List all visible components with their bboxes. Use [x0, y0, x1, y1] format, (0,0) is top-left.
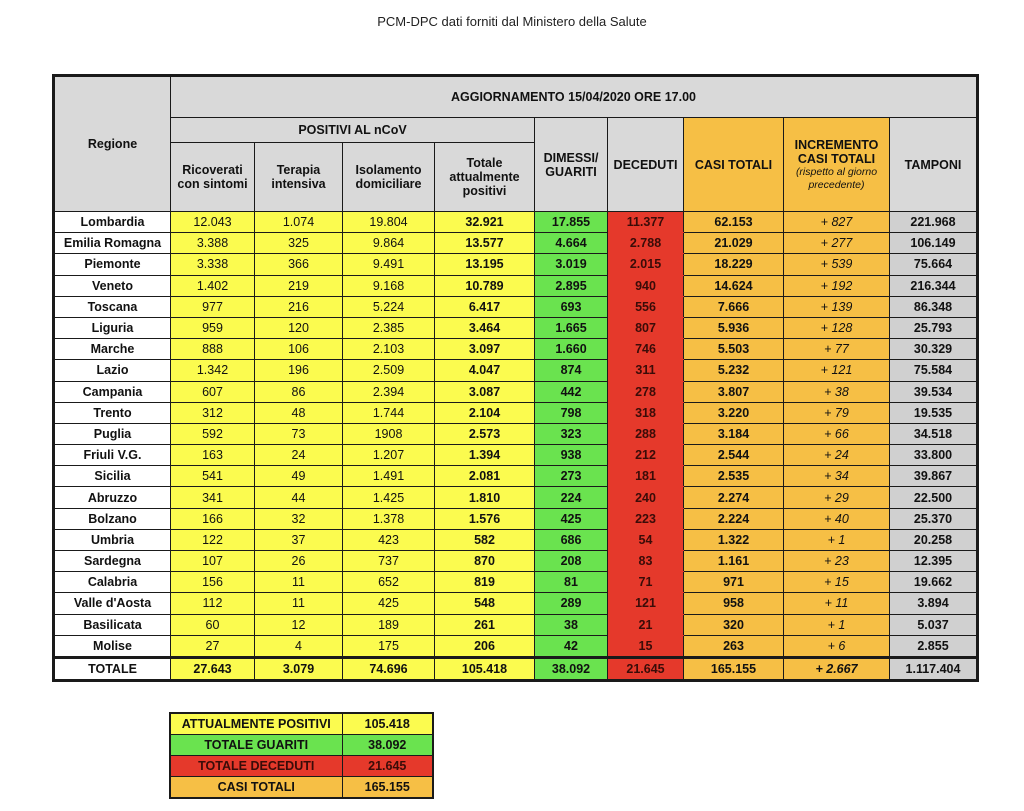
cell-tamponi: 34.518 — [890, 423, 978, 444]
cell-isolamento: 175 — [343, 635, 435, 657]
cell-terapia: 196 — [255, 360, 343, 381]
cell-totale-positivi: 819 — [435, 572, 535, 593]
table-row — [54, 529, 978, 550]
cell-deceduti: 21 — [608, 614, 684, 635]
cell-regione: Campania — [54, 381, 171, 402]
cell-dimessi: 17.855 — [535, 212, 608, 233]
header-deceduti: DECEDUTI — [608, 118, 684, 212]
summary-body — [170, 713, 433, 798]
cell-totale-positivi: 105.418 — [435, 657, 535, 680]
cell-incremento: + 1 — [784, 614, 890, 635]
cell-deceduti: 556 — [608, 296, 684, 317]
cell-totale-positivi: 1.394 — [435, 445, 535, 466]
summary-label: TOTALE DECEDUTI — [170, 756, 342, 777]
header-incremento-label: INCREMENTO CASI TOTALI — [794, 137, 879, 166]
table-row — [54, 402, 978, 423]
cell-tamponi: 12.395 — [890, 551, 978, 572]
cell-isolamento: 2.509 — [343, 360, 435, 381]
cell-regione: Friuli V.G. — [54, 445, 171, 466]
cell-regione: Marche — [54, 339, 171, 360]
cell-tamponi: 221.968 — [890, 212, 978, 233]
cell-totale-positivi: 2.081 — [435, 466, 535, 487]
header-dimessi: DIMESSI/ GUARITI — [535, 118, 608, 212]
table-row — [54, 487, 978, 508]
cell-regione: Molise — [54, 635, 171, 657]
cell-deceduti: 212 — [608, 445, 684, 466]
cell-incremento: + 15 — [784, 572, 890, 593]
cell-dimessi: 1.665 — [535, 317, 608, 338]
cell-casi-totali: 958 — [684, 593, 784, 614]
cell-terapia: 4 — [255, 635, 343, 657]
cell-ricoverati: 166 — [171, 508, 255, 529]
cell-dimessi: 42 — [535, 635, 608, 657]
cell-casi-totali: 165.155 — [684, 657, 784, 680]
cell-dimessi: 273 — [535, 466, 608, 487]
cell-casi-totali: 3.184 — [684, 423, 784, 444]
header-incremento — [784, 118, 890, 212]
cell-tamponi: 33.800 — [890, 445, 978, 466]
cell-totale-positivi: 206 — [435, 635, 535, 657]
cell-totale-positivi: 2.104 — [435, 402, 535, 423]
cell-regione: Basilicata — [54, 614, 171, 635]
cell-dimessi: 874 — [535, 360, 608, 381]
cell-regione: Valle d'Aosta — [54, 593, 171, 614]
cell-isolamento: 1.378 — [343, 508, 435, 529]
cell-regione: Emilia Romagna — [54, 233, 171, 254]
cell-tamponi: 3.894 — [890, 593, 978, 614]
cell-casi-totali: 21.029 — [684, 233, 784, 254]
cell-dimessi: 938 — [535, 445, 608, 466]
cell-isolamento: 1.207 — [343, 445, 435, 466]
cell-totale-positivi: 582 — [435, 529, 535, 550]
cell-terapia: 11 — [255, 593, 343, 614]
summary-value: 38.092 — [342, 735, 433, 756]
summary-value: 105.418 — [342, 713, 433, 735]
cell-casi-totali: 5.503 — [684, 339, 784, 360]
cell-regione: Lombardia — [54, 212, 171, 233]
cell-terapia: 73 — [255, 423, 343, 444]
cell-totale-positivi: 6.417 — [435, 296, 535, 317]
cell-totale-positivi: 548 — [435, 593, 535, 614]
cell-tamponi: 19.535 — [890, 402, 978, 423]
cell-regione: Veneto — [54, 275, 171, 296]
cell-tamponi: 20.258 — [890, 529, 978, 550]
summary-row — [170, 735, 433, 756]
header-regione: Regione — [54, 76, 171, 212]
header-tamponi: TAMPONI — [890, 118, 978, 212]
cell-dimessi: 798 — [535, 402, 608, 423]
cell-tamponi: 22.500 — [890, 487, 978, 508]
cell-deceduti: 318 — [608, 402, 684, 423]
cell-casi-totali: 2.535 — [684, 466, 784, 487]
cell-deceduti: 181 — [608, 466, 684, 487]
table-row — [54, 635, 978, 657]
cell-incremento: + 2.667 — [784, 657, 890, 680]
table-row — [54, 423, 978, 444]
cell-incremento: + 11 — [784, 593, 890, 614]
cell-isolamento: 1908 — [343, 423, 435, 444]
cell-deceduti: 311 — [608, 360, 684, 381]
cell-terapia: 3.079 — [255, 657, 343, 680]
cell-casi-totali: 62.153 — [684, 212, 784, 233]
cell-dimessi: 208 — [535, 551, 608, 572]
cell-isolamento: 2.394 — [343, 381, 435, 402]
table-row — [54, 233, 978, 254]
cell-ricoverati: 888 — [171, 339, 255, 360]
summary-value: 165.155 — [342, 777, 433, 799]
page-title: PCM-DPC dati forniti dal Ministero della Salute — [377, 14, 647, 29]
table-row — [54, 296, 978, 317]
cell-regione: TOTALE — [54, 657, 171, 680]
cell-ricoverati: 1.402 — [171, 275, 255, 296]
header-isolamento: Isolamento domiciliare — [343, 143, 435, 212]
cell-ricoverati: 27 — [171, 635, 255, 657]
cell-terapia: 1.074 — [255, 212, 343, 233]
summary-table — [169, 712, 434, 799]
cell-isolamento: 9.864 — [343, 233, 435, 254]
cell-incremento: + 827 — [784, 212, 890, 233]
cell-incremento: + 192 — [784, 275, 890, 296]
cell-tamponi: 25.793 — [890, 317, 978, 338]
cell-regione: Toscana — [54, 296, 171, 317]
summary-label: TOTALE GUARITI — [170, 735, 342, 756]
cell-totale-positivi: 870 — [435, 551, 535, 572]
header-terapia: Terapia intensiva — [255, 143, 343, 212]
cell-deceduti: 21.645 — [608, 657, 684, 680]
cell-incremento: + 1 — [784, 529, 890, 550]
cell-incremento: + 24 — [784, 445, 890, 466]
cell-isolamento: 423 — [343, 529, 435, 550]
cell-ricoverati: 592 — [171, 423, 255, 444]
table-row — [54, 593, 978, 614]
table-row — [54, 212, 978, 233]
table-row — [54, 339, 978, 360]
cell-isolamento: 74.696 — [343, 657, 435, 680]
cell-isolamento: 9.491 — [343, 254, 435, 275]
cell-ricoverati: 341 — [171, 487, 255, 508]
cell-dimessi: 3.019 — [535, 254, 608, 275]
cell-isolamento: 1.744 — [343, 402, 435, 423]
cell-ricoverati: 607 — [171, 381, 255, 402]
cell-incremento: + 139 — [784, 296, 890, 317]
table-row — [54, 508, 978, 529]
cell-terapia: 366 — [255, 254, 343, 275]
cell-deceduti: 278 — [608, 381, 684, 402]
cell-deceduti: 2.015 — [608, 254, 684, 275]
cell-dimessi: 1.660 — [535, 339, 608, 360]
header-totale-positivi: Totale attualmente positivi — [435, 143, 535, 212]
cell-casi-totali: 3.220 — [684, 402, 784, 423]
cell-tamponi: 39.867 — [890, 466, 978, 487]
cell-casi-totali: 5.936 — [684, 317, 784, 338]
cell-totale-positivi: 10.789 — [435, 275, 535, 296]
cell-terapia: 216 — [255, 296, 343, 317]
table-row — [54, 360, 978, 381]
cell-incremento: + 23 — [784, 551, 890, 572]
cell-totale-positivi: 13.577 — [435, 233, 535, 254]
cell-casi-totali: 320 — [684, 614, 784, 635]
cell-casi-totali: 14.624 — [684, 275, 784, 296]
cell-totale-positivi: 261 — [435, 614, 535, 635]
cell-ricoverati: 541 — [171, 466, 255, 487]
cell-terapia: 37 — [255, 529, 343, 550]
cell-isolamento: 9.168 — [343, 275, 435, 296]
cell-deceduti: 240 — [608, 487, 684, 508]
table-row — [54, 275, 978, 296]
cell-regione: Piemonte — [54, 254, 171, 275]
cell-tamponi: 75.584 — [890, 360, 978, 381]
cell-incremento: + 128 — [784, 317, 890, 338]
cell-dimessi: 224 — [535, 487, 608, 508]
total-row — [54, 657, 978, 680]
cell-deceduti: 2.788 — [608, 233, 684, 254]
cell-incremento: + 38 — [784, 381, 890, 402]
header-ricoverati: Ricoverati con sintomi — [171, 143, 255, 212]
cell-casi-totali: 18.229 — [684, 254, 784, 275]
cell-regione: Calabria — [54, 572, 171, 593]
cell-regione: Sicilia — [54, 466, 171, 487]
cell-regione: Abruzzo — [54, 487, 171, 508]
cell-deceduti: 940 — [608, 275, 684, 296]
cell-terapia: 12 — [255, 614, 343, 635]
cell-dimessi: 81 — [535, 572, 608, 593]
summary-value: 21.645 — [342, 756, 433, 777]
cell-tamponi: 75.664 — [890, 254, 978, 275]
cell-terapia: 24 — [255, 445, 343, 466]
header-incremento-note: (rispetto al giorno precedente) — [795, 165, 878, 191]
cell-deceduti: 15 — [608, 635, 684, 657]
cell-deceduti: 807 — [608, 317, 684, 338]
cell-isolamento: 737 — [343, 551, 435, 572]
cell-isolamento: 425 — [343, 593, 435, 614]
cell-isolamento: 1.491 — [343, 466, 435, 487]
cell-tamponi: 25.370 — [890, 508, 978, 529]
cell-terapia: 26 — [255, 551, 343, 572]
table-row — [54, 614, 978, 635]
cell-totale-positivi: 2.573 — [435, 423, 535, 444]
summary-label: CASI TOTALI — [170, 777, 342, 799]
cell-dimessi: 289 — [535, 593, 608, 614]
cell-terapia: 219 — [255, 275, 343, 296]
cell-tamponi: 216.344 — [890, 275, 978, 296]
header-casi-totali: CASI TOTALI — [684, 118, 784, 212]
summary-row — [170, 713, 433, 735]
cell-terapia: 11 — [255, 572, 343, 593]
cell-incremento: + 79 — [784, 402, 890, 423]
cell-tamponi: 1.117.404 — [890, 657, 978, 680]
table-row — [54, 572, 978, 593]
table-row — [54, 466, 978, 487]
cell-ricoverati: 959 — [171, 317, 255, 338]
cell-ricoverati: 60 — [171, 614, 255, 635]
cell-dimessi: 442 — [535, 381, 608, 402]
table-row — [54, 445, 978, 466]
cell-ricoverati: 156 — [171, 572, 255, 593]
header-positivi-group: POSITIVI AL nCoV — [171, 118, 535, 143]
cell-isolamento: 2.103 — [343, 339, 435, 360]
cell-ricoverati: 977 — [171, 296, 255, 317]
cell-dimessi: 38 — [535, 614, 608, 635]
cell-tamponi: 2.855 — [890, 635, 978, 657]
cell-tamponi: 106.149 — [890, 233, 978, 254]
cell-deceduti: 83 — [608, 551, 684, 572]
cell-isolamento: 189 — [343, 614, 435, 635]
cell-casi-totali: 971 — [684, 572, 784, 593]
cell-totale-positivi: 13.195 — [435, 254, 535, 275]
cell-ricoverati: 312 — [171, 402, 255, 423]
summary-label: ATTUALMENTE POSITIVI — [170, 713, 342, 735]
cell-deceduti: 121 — [608, 593, 684, 614]
cell-casi-totali: 3.807 — [684, 381, 784, 402]
cell-incremento: + 29 — [784, 487, 890, 508]
cell-casi-totali: 2.274 — [684, 487, 784, 508]
table-row — [54, 254, 978, 275]
cell-casi-totali: 2.224 — [684, 508, 784, 529]
cell-ricoverati: 27.643 — [171, 657, 255, 680]
cell-regione: Lazio — [54, 360, 171, 381]
cell-incremento: + 6 — [784, 635, 890, 657]
cell-totale-positivi: 1.810 — [435, 487, 535, 508]
cell-incremento: + 34 — [784, 466, 890, 487]
cell-dimessi: 425 — [535, 508, 608, 529]
cell-ricoverati: 3.388 — [171, 233, 255, 254]
cell-ricoverati: 163 — [171, 445, 255, 466]
cell-regione: Trento — [54, 402, 171, 423]
table-row — [54, 381, 978, 402]
cell-casi-totali: 1.322 — [684, 529, 784, 550]
cell-deceduti: 11.377 — [608, 212, 684, 233]
cell-dimessi: 323 — [535, 423, 608, 444]
cell-casi-totali: 2.544 — [684, 445, 784, 466]
cell-terapia: 48 — [255, 402, 343, 423]
cell-incremento: + 121 — [784, 360, 890, 381]
cell-regione: Sardegna — [54, 551, 171, 572]
cell-dimessi: 4.664 — [535, 233, 608, 254]
cell-ricoverati: 122 — [171, 529, 255, 550]
cell-dimessi: 686 — [535, 529, 608, 550]
cell-ricoverati: 12.043 — [171, 212, 255, 233]
cell-tamponi: 30.329 — [890, 339, 978, 360]
cell-terapia: 49 — [255, 466, 343, 487]
cell-ricoverati: 112 — [171, 593, 255, 614]
cell-totale-positivi: 32.921 — [435, 212, 535, 233]
cell-incremento: + 277 — [784, 233, 890, 254]
table-body — [54, 212, 978, 681]
cell-isolamento: 2.385 — [343, 317, 435, 338]
cell-incremento: + 77 — [784, 339, 890, 360]
cell-terapia: 120 — [255, 317, 343, 338]
cell-tamponi: 19.662 — [890, 572, 978, 593]
summary-row — [170, 777, 433, 799]
cell-deceduti: 288 — [608, 423, 684, 444]
cell-incremento: + 539 — [784, 254, 890, 275]
cell-dimessi: 2.895 — [535, 275, 608, 296]
cell-terapia: 44 — [255, 487, 343, 508]
cell-regione: Liguria — [54, 317, 171, 338]
cell-incremento: + 66 — [784, 423, 890, 444]
cell-tamponi: 39.534 — [890, 381, 978, 402]
cell-isolamento: 652 — [343, 572, 435, 593]
cell-terapia: 32 — [255, 508, 343, 529]
cell-terapia: 86 — [255, 381, 343, 402]
cell-totale-positivi: 4.047 — [435, 360, 535, 381]
cell-incremento: + 40 — [784, 508, 890, 529]
cell-isolamento: 19.804 — [343, 212, 435, 233]
cell-deceduti: 54 — [608, 529, 684, 550]
cell-totale-positivi: 3.097 — [435, 339, 535, 360]
table-row — [54, 317, 978, 338]
regional-covid-table — [52, 74, 979, 682]
cell-deceduti: 746 — [608, 339, 684, 360]
cell-totale-positivi: 1.576 — [435, 508, 535, 529]
cell-dimessi: 38.092 — [535, 657, 608, 680]
update-header: AGGIORNAMENTO 15/04/2020 ORE 17.00 — [171, 76, 978, 118]
cell-isolamento: 1.425 — [343, 487, 435, 508]
table-row — [54, 551, 978, 572]
cell-dimessi: 693 — [535, 296, 608, 317]
cell-terapia: 106 — [255, 339, 343, 360]
cell-terapia: 325 — [255, 233, 343, 254]
cell-regione: Bolzano — [54, 508, 171, 529]
cell-ricoverati: 3.338 — [171, 254, 255, 275]
cell-isolamento: 5.224 — [343, 296, 435, 317]
cell-deceduti: 223 — [608, 508, 684, 529]
cell-totale-positivi: 3.464 — [435, 317, 535, 338]
cell-tamponi: 5.037 — [890, 614, 978, 635]
cell-totale-positivi: 3.087 — [435, 381, 535, 402]
cell-casi-totali: 1.161 — [684, 551, 784, 572]
cell-deceduti: 71 — [608, 572, 684, 593]
cell-ricoverati: 1.342 — [171, 360, 255, 381]
cell-regione: Puglia — [54, 423, 171, 444]
cell-ricoverati: 107 — [171, 551, 255, 572]
cell-casi-totali: 263 — [684, 635, 784, 657]
cell-casi-totali: 5.232 — [684, 360, 784, 381]
cell-casi-totali: 7.666 — [684, 296, 784, 317]
cell-regione: Umbria — [54, 529, 171, 550]
summary-row — [170, 756, 433, 777]
cell-tamponi: 86.348 — [890, 296, 978, 317]
